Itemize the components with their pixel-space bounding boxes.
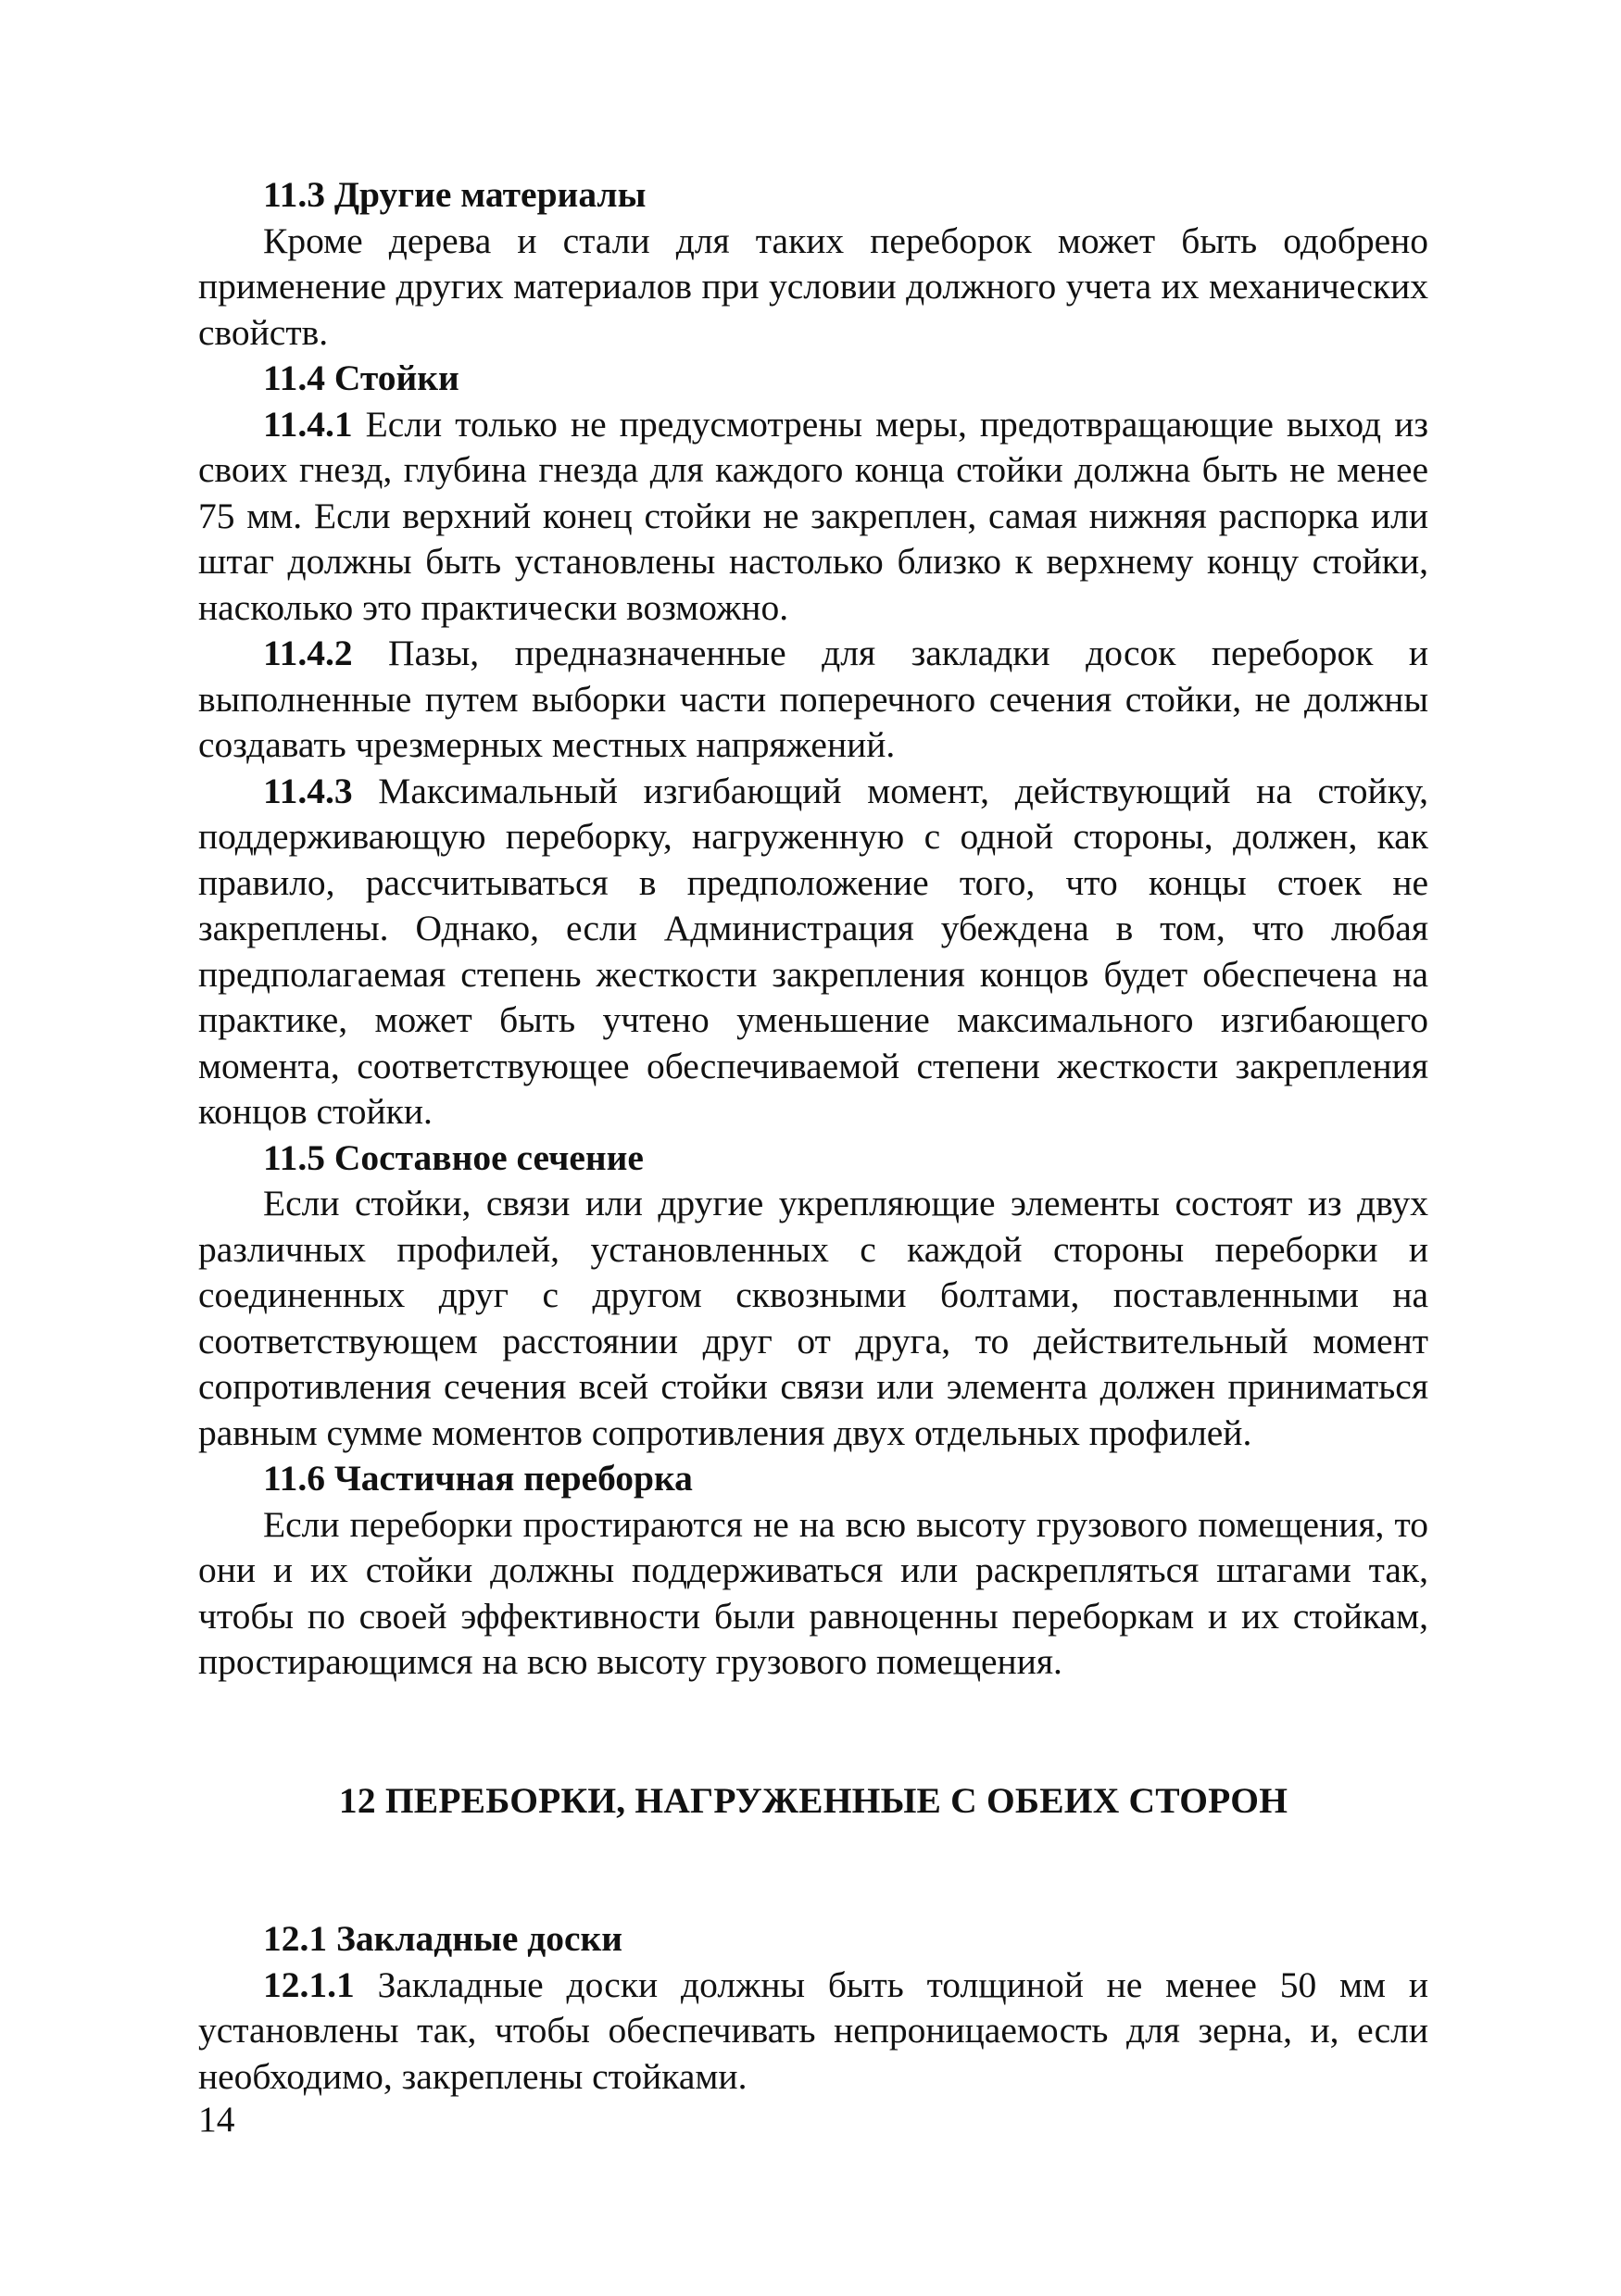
- paragraph-11-4-3-text: Максимальный изгибающий момент, действующий на стойку, поддерживающую переборку, нагруженную с одной стороны, должен, как правило, рассчитываться в предположение того, что концы стоек не закреплены. Однако, если Администрация убеждена в том, что любая предполагаемая степень жесткости закрепления концов будет обеспечена на практике, может быть учтено уменьшение максимального изгибающего момента, соответствующее обеспечиваемой степени жесткости закрепления концов стойки.: [198, 770, 1428, 1132]
- section-11-5-text: Если стойки, связи или другие укрепляющие элементы состоят из двух различных профилей, установленных с каждой стороны переборки и соединенных друг с другом сквозными болтами, поставленными на соответствующем расстоянии друг от друга, то действительный момент сопротивления сечения всей стойки связи или элемента должен приниматься равным сумме моментов сопротивления двух отдельных профилей.: [198, 1183, 1428, 1453]
- section-12-1-heading: 12.1 Закладные доски: [263, 1918, 623, 1959]
- paragraph-11-4-2-text: Пазы, предназначенные для закладки досок переборок и выполненные путем выборки части поперечного сечения стойки, не должны создавать чрезмерных местных напряжений.: [198, 633, 1428, 765]
- paragraph-12-1-1-text: Закладные доски должны быть толщиной не менее 50 мм и установлены так, чтобы обеспечивать непроницаемость для зерна, и, если необходимо, закреплены стойками.: [198, 1964, 1428, 2097]
- paragraph-11-4-1-number: 11.4.1: [263, 403, 353, 445]
- section-11-6-heading: 11.6 Частичная переборка: [263, 1458, 693, 1499]
- chapter-12-title: 12 ПЕРЕБОРКИ, НАГРУЖЕННЫЕ С ОБЕИХ СТОРОН: [338, 1779, 1288, 1821]
- paragraph-11-4-2-number: 11.4.2: [263, 633, 353, 673]
- paragraph-11-4-1-text: Если только не предусмотрены меры, предотвращающие выход из своих гнезд, глубина гнезда для каждого конца стойки должна быть не менее 75 мм. Если верхний конец стойки не закреплен, самая нижняя распорка или штаг должны быть установлены настолько близко к верхнему концу стойки, насколько это практически возможно.: [198, 403, 1428, 628]
- page-number: 14: [198, 2099, 235, 2139]
- section-11-5-heading: 11.5 Составное сечение: [263, 1136, 644, 1178]
- paragraph-12-1-1-number: 12.1.1: [263, 1964, 355, 2005]
- section-11-3-text: Кроме дерева и стали для таких переборок может быть одобрено применение других материалов при условии должного учета их механических свойств.: [198, 220, 1428, 353]
- section-11-6-text: Если переборки простираются не на всю высоту грузового помещения, то они и их стойки должны поддерживаться или раскрепляться штагами так, чтобы по своей эффективности были равноценны переборкам и их стойкам, простирающимся на всю высоту грузового помещения.: [198, 1503, 1428, 1682]
- paragraph-11-4-1: [198, 402, 1428, 632]
- paragraph-11-4-3-number: 11.4.3: [263, 770, 353, 811]
- paragraph-12-1-1: [198, 1963, 1428, 2101]
- document-page: [198, 172, 1428, 2100]
- section-11-4-heading: 11.4 Стойки: [263, 358, 459, 398]
- paragraph-11-4-3: [198, 769, 1428, 1135]
- paragraph-11-4-2: [198, 631, 1428, 769]
- section-11-3-heading: 11.3 Другие материалы: [263, 174, 647, 215]
